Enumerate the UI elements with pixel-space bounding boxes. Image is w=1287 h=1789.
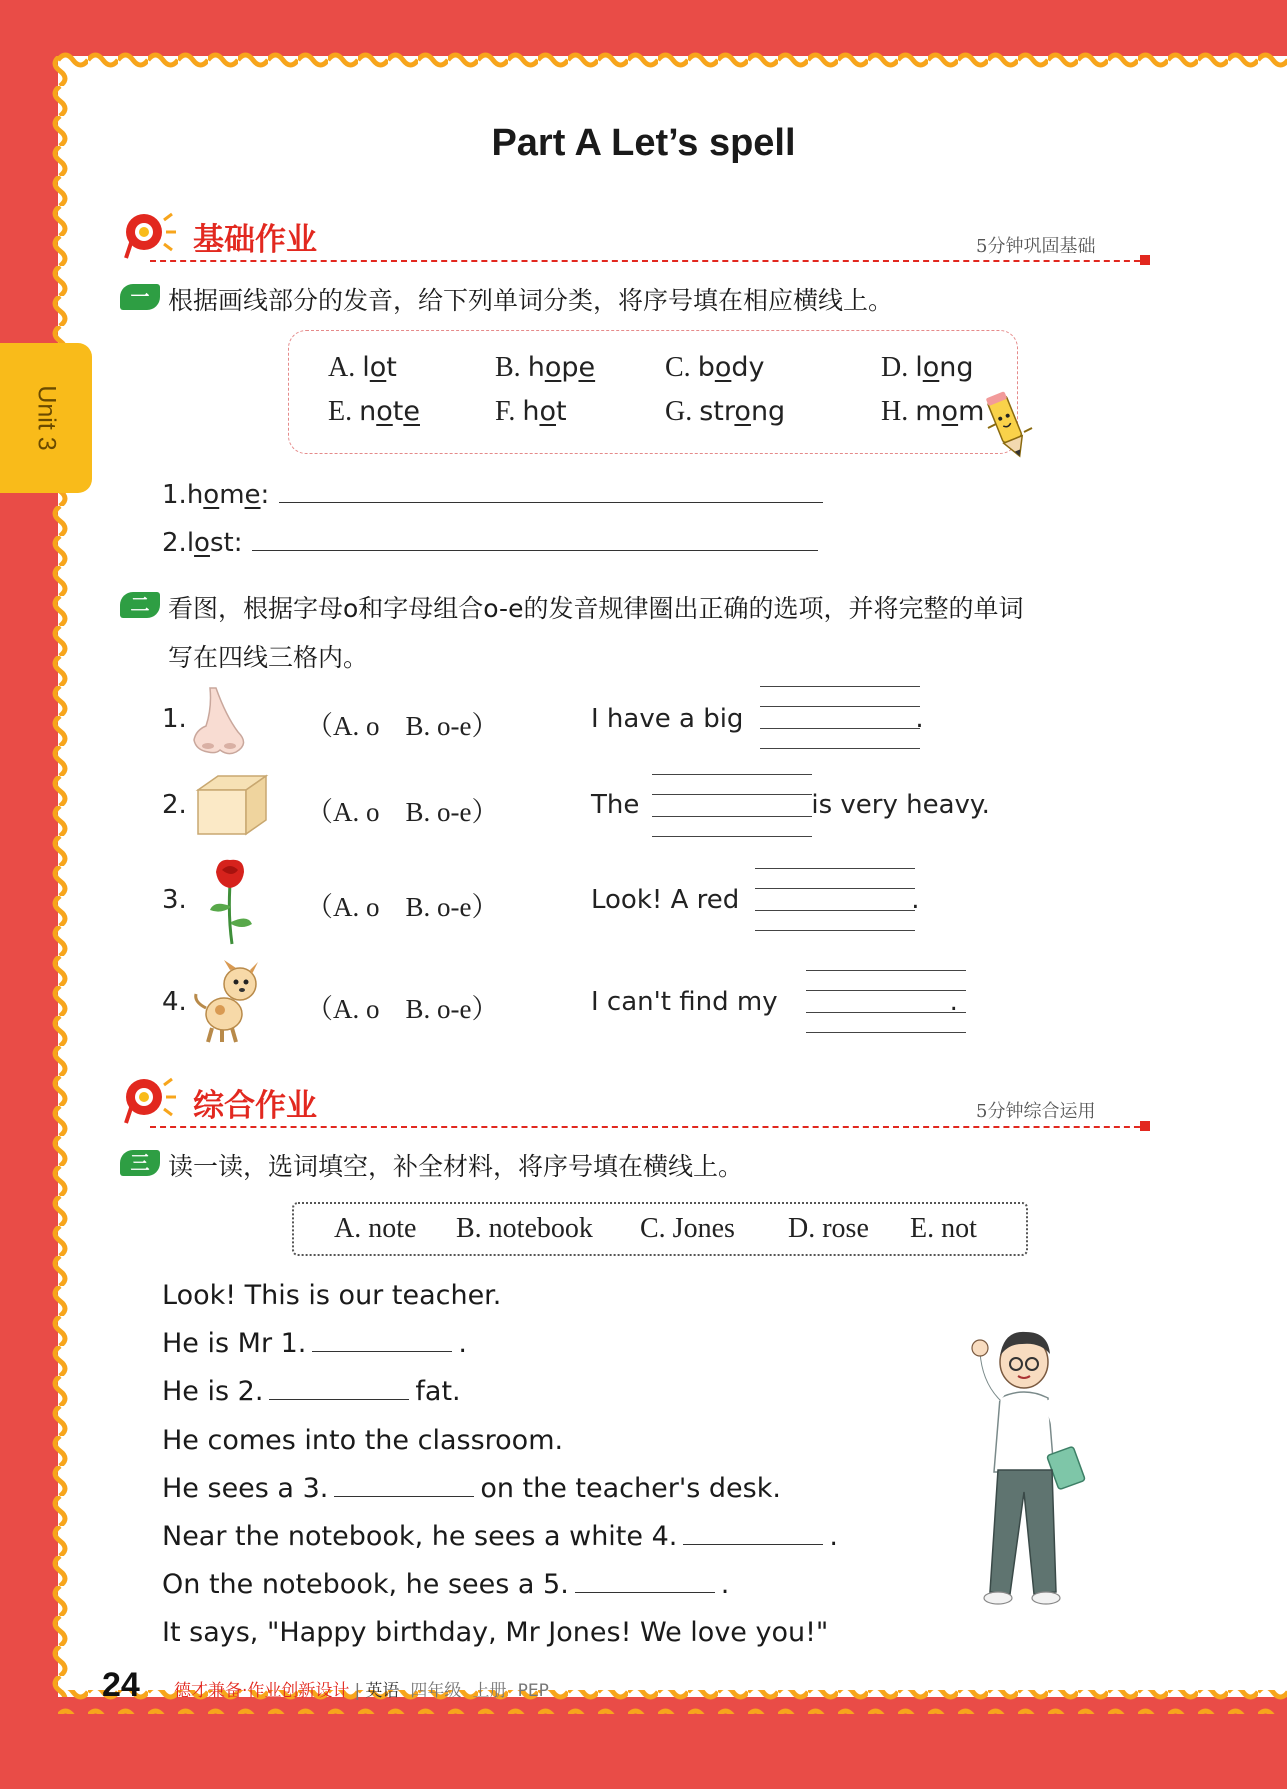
- sentence-start: The: [591, 790, 640, 820]
- word-underlined-part: o: [376, 396, 393, 427]
- word-underlined-part: e: [403, 396, 420, 427]
- grid-line: [806, 990, 966, 991]
- sentence-end: is very heavy.: [811, 790, 990, 820]
- q1-option: [881, 352, 974, 384]
- dog-picture: [190, 958, 268, 1044]
- option-word: [522, 396, 566, 427]
- word-part: t: [392, 396, 404, 427]
- q1-option: [665, 352, 764, 384]
- q1-item: [162, 480, 823, 510]
- option-letter: F.: [495, 396, 516, 427]
- option-letter: B.: [495, 352, 521, 383]
- passage-text: on the teacher's desk.: [480, 1472, 781, 1504]
- passage-text: .: [720, 1569, 730, 1601]
- passage-line: [162, 1425, 563, 1456]
- word-part: dy: [731, 352, 765, 383]
- word-underlined-part: o: [714, 352, 732, 383]
- section2-title: 综合作业: [193, 1088, 317, 1124]
- sentence-start: I can't find my: [591, 987, 778, 1017]
- word-underlined-part: e: [578, 352, 596, 383]
- q1-option: [328, 396, 420, 428]
- grid-line: [755, 910, 915, 911]
- q3-option: E. not: [910, 1213, 977, 1244]
- q3-option: B. notebook: [456, 1213, 593, 1244]
- word-underlined-part: o: [369, 352, 387, 383]
- passage-line: [162, 1280, 501, 1311]
- option-word: [915, 352, 973, 383]
- q2-choice: [306, 704, 498, 743]
- footer-edition: PEP: [517, 1681, 549, 1701]
- option-letter: A.: [328, 352, 356, 383]
- lamp-icon: [118, 210, 180, 262]
- option-letter: G.: [665, 396, 693, 427]
- word-part: h: [527, 352, 545, 383]
- passage-text: He is Mr 1.: [162, 1328, 307, 1360]
- choice-a-option[interactable]: （A. o: [306, 994, 380, 1024]
- page-title: Part A Let’s spell: [491, 122, 796, 164]
- footer: 德才兼备·作业创新设计 | 英语 四年级 上册 PEP: [174, 1681, 549, 1701]
- option-word: [359, 396, 420, 427]
- q1-option: [665, 396, 785, 428]
- choice-b-option[interactable]: B. o-e）: [405, 797, 499, 827]
- word-part: str: [699, 396, 735, 427]
- passage-text: He is 2.: [162, 1376, 264, 1408]
- q1-option: [495, 352, 595, 384]
- word-part: h: [186, 480, 204, 510]
- word-part: h: [522, 396, 540, 427]
- word-part: l: [186, 528, 195, 558]
- section2-divider: [150, 1126, 1150, 1128]
- passage-line: [162, 1328, 467, 1359]
- q3-option: A. note: [334, 1213, 417, 1244]
- passage-text: .: [458, 1328, 467, 1360]
- word-part: n: [359, 396, 377, 427]
- teacher-illustration: [960, 1322, 1090, 1612]
- grid-line: [652, 836, 812, 837]
- grid-line: [760, 706, 920, 707]
- q2-instruction-line2: 写在四线三格内。: [168, 643, 369, 672]
- page-number: 24: [102, 1666, 140, 1704]
- word-part: l: [915, 352, 923, 383]
- answer-line[interactable]: [252, 550, 818, 551]
- footer-grade: 四年级: [410, 1681, 462, 1701]
- word-part: ng: [939, 352, 974, 383]
- word-part: p: [561, 352, 579, 383]
- q1-instruction: 根据画线部分的发音，给下列单词分类，将序号填在相应横线上。: [168, 286, 894, 315]
- word-part: st:: [209, 528, 243, 558]
- word-part: m: [219, 480, 245, 510]
- option-word: [915, 396, 984, 427]
- word-part: t: [386, 352, 397, 383]
- grid-line: [806, 1012, 966, 1013]
- word-part: :: [260, 480, 270, 510]
- item-word: [187, 480, 270, 510]
- grid-line: [755, 888, 915, 889]
- footer-series: 德才兼备·作业创新设计: [174, 1681, 350, 1701]
- word-part: t: [556, 396, 567, 427]
- passage-line: [162, 1521, 838, 1552]
- option-word: [699, 396, 785, 427]
- q2-instruction-line1: 看图，根据字母o和字母组合o-e的发音规律圈出正确的选项，并将完整的单词: [168, 594, 1024, 623]
- q1-option: [881, 396, 984, 428]
- q3-option: D. rose: [788, 1213, 869, 1244]
- option-word: [362, 352, 397, 383]
- grid-line: [652, 816, 812, 817]
- q2-badge: 二: [120, 592, 160, 618]
- sentence-start: I have a big: [591, 704, 744, 734]
- choice-a-option[interactable]: （A. o: [306, 797, 380, 827]
- passage-text: He comes into the classroom.: [162, 1424, 564, 1456]
- word-underlined-part: o: [922, 352, 940, 383]
- answer-line[interactable]: [279, 502, 823, 503]
- passage-line: [162, 1473, 781, 1504]
- choice-b-option[interactable]: B. o-e）: [405, 994, 499, 1024]
- q2-choice: [306, 885, 498, 924]
- grid-line: [652, 794, 812, 795]
- grid-line: [755, 930, 915, 931]
- q2-item-number: 3.: [162, 885, 187, 915]
- q2-item-number: 1.: [162, 704, 187, 734]
- section1-divider: [150, 260, 1150, 262]
- box-picture: [194, 772, 270, 836]
- option-word: [528, 352, 595, 383]
- item-word: [187, 528, 243, 558]
- rose-picture: [202, 856, 258, 946]
- choice-a-option[interactable]: （A. o: [306, 892, 380, 922]
- word-underlined-part: o: [941, 396, 959, 427]
- blank-line[interactable]: [334, 1496, 474, 1497]
- grid-line: [806, 1032, 966, 1033]
- grid-line: [652, 774, 812, 775]
- q2-item-number: 4.: [162, 987, 187, 1017]
- option-letter: C.: [665, 352, 691, 383]
- section1-title: 基础作业: [193, 222, 317, 258]
- grid-line: [760, 686, 920, 687]
- passage-text: Look! This is our teacher.: [162, 1280, 502, 1311]
- unit-tab-label: Unit 3: [32, 385, 61, 451]
- q1-badge: 一: [120, 284, 160, 310]
- q3-instruction: 读一读，选词填空，补全材料，将序号填在横线上。: [168, 1152, 744, 1181]
- footer-subject: 英语: [365, 1681, 400, 1701]
- grid-line: [760, 728, 920, 729]
- blank-line[interactable]: [312, 1351, 452, 1352]
- passage-text: He sees a 3.: [162, 1472, 329, 1504]
- unit-tab: [0, 343, 92, 493]
- passage-text: On the notebook, he sees a 5.: [162, 1569, 569, 1601]
- sentence-end: .: [911, 885, 920, 915]
- grid-line: [806, 970, 966, 971]
- footer-volume: 上册: [472, 1681, 507, 1701]
- item-number: 2.: [162, 528, 187, 558]
- option-word: [698, 352, 765, 383]
- option-letter: H.: [881, 396, 909, 427]
- q2-choice: [306, 987, 498, 1026]
- sentence-start: Look! A red: [591, 885, 740, 915]
- choice-b-option[interactable]: B. o-e）: [405, 892, 499, 922]
- word-underlined-part: o: [539, 396, 556, 427]
- word-underlined-part: o: [734, 396, 751, 427]
- q2-sentence: [591, 704, 924, 734]
- q1-option: [495, 396, 567, 428]
- item-number: 1.: [162, 480, 187, 510]
- q2-item-number: 2.: [162, 790, 187, 820]
- section2-subtitle: 5分钟综合运用: [976, 1101, 1096, 1122]
- option-letter: D.: [881, 352, 909, 383]
- pencil-mascot-icon: [984, 388, 1034, 466]
- q1-options-box: [288, 330, 1018, 454]
- section2-divider-end: [1140, 1121, 1150, 1131]
- section1-subtitle: 5分钟巩固基础: [976, 236, 1096, 257]
- q1-item: [162, 528, 818, 558]
- word-part: b: [697, 352, 715, 383]
- word-underlined-part: o: [194, 528, 210, 558]
- passage-text: It says, "Happy birthday, Mr Jones! We love you!": [162, 1617, 829, 1649]
- q2-choice: [306, 790, 498, 829]
- blank-line[interactable]: [683, 1544, 823, 1545]
- nose-picture: [186, 686, 252, 756]
- section1-divider-end: [1140, 255, 1150, 265]
- blank-line[interactable]: [575, 1592, 715, 1593]
- lamp-icon: [118, 1075, 180, 1127]
- word-underlined-part: o: [544, 352, 562, 383]
- word-underlined-part: o: [203, 480, 220, 510]
- passage-text: Near the notebook, he sees a white 4.: [162, 1521, 678, 1552]
- grid-line: [760, 748, 920, 749]
- word-part: m: [958, 396, 985, 427]
- word-part: m: [915, 396, 942, 427]
- blank-line[interactable]: [269, 1399, 409, 1400]
- passage-line: [162, 1617, 828, 1648]
- passage-text: fat.: [415, 1376, 461, 1408]
- choice-a-option[interactable]: （A. o: [306, 711, 380, 741]
- q3-option: C. Jones: [640, 1213, 735, 1244]
- word-underlined-part: e: [244, 480, 261, 510]
- q1-option: [328, 352, 397, 384]
- choice-b-option[interactable]: B. o-e）: [405, 711, 499, 741]
- q3-badge: 三: [120, 1150, 160, 1176]
- word-part: ng: [750, 396, 786, 427]
- sentence-end: .: [915, 704, 924, 734]
- word-part: l: [362, 352, 370, 383]
- passage-line: [162, 1569, 729, 1600]
- grid-line: [755, 868, 915, 869]
- option-letter: E.: [328, 396, 353, 427]
- passage-line: [162, 1376, 461, 1407]
- passage-text: .: [829, 1521, 838, 1552]
- sentence-end: .: [949, 987, 958, 1017]
